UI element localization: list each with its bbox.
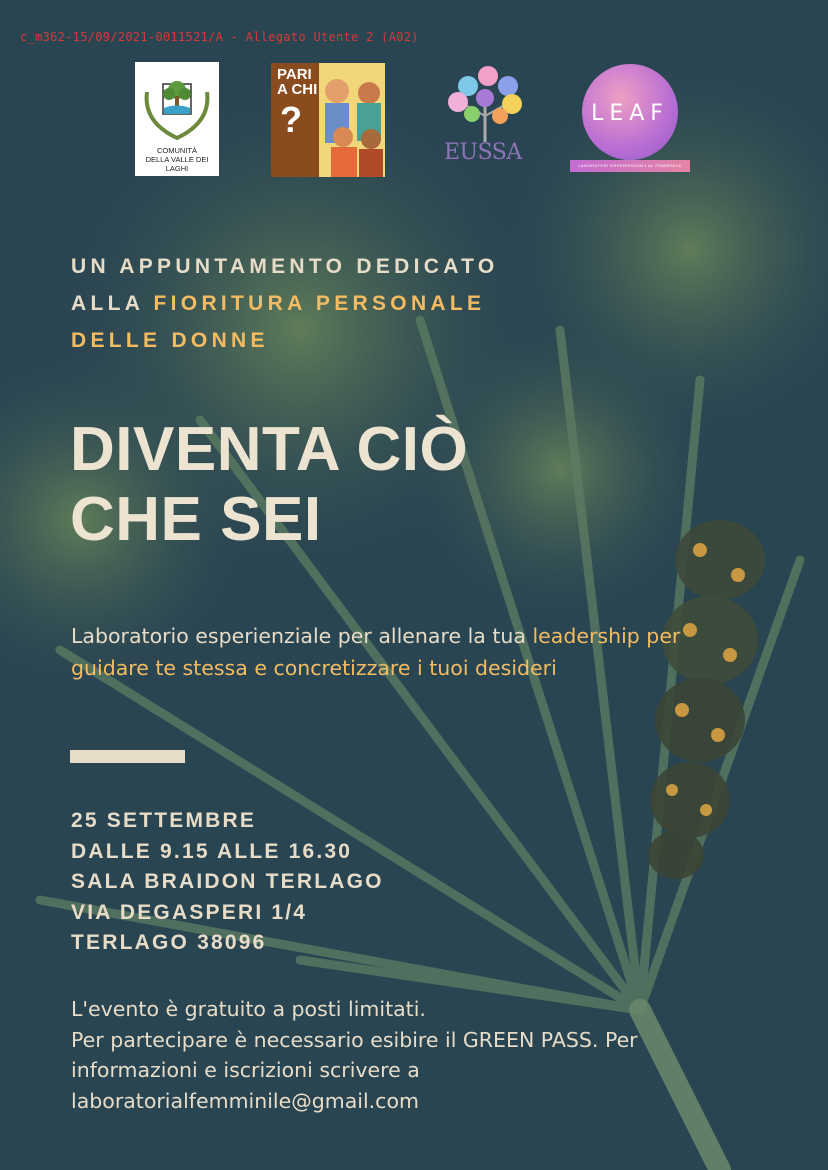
description-plain: Laboratorio esperienziale per allenare la tua — [71, 624, 526, 648]
comunita-valle-dei-laghi-logo — [135, 62, 219, 176]
main-title — [70, 415, 468, 555]
pari-logo-line1: PARI — [277, 66, 312, 83]
event-venue: SALA BRAIDON TERLAGO — [71, 870, 384, 893]
leaf-logo — [570, 64, 690, 176]
colored-tree-icon — [440, 64, 530, 144]
headline-line3-accent: DELLE DONNE — [71, 329, 269, 352]
eussa-logo-text: EUSSA — [444, 140, 522, 165]
event-date: 25 SETTEMBRE — [71, 809, 257, 832]
comunita-logo-line1: COMUNITÀ — [157, 146, 197, 155]
leaf-logo-tagline: LABORATORI ESPERIENZIALI AL FEMMINILE — [578, 163, 682, 168]
info-line1: L'evento è gratuito a posti limitati. — [71, 997, 426, 1021]
divider-bar — [70, 750, 185, 763]
event-info — [71, 994, 691, 1116]
headline-line2-accent: FIORITURA PERSONALE — [153, 292, 486, 315]
event-time: DALLE 9.15 ALLE 16.30 — [71, 839, 353, 863]
title-line1: DIVENTA CIÒ — [70, 415, 469, 484]
title-line2: CHE SEI — [70, 485, 322, 554]
headline-line1: UN APPUNTAMENTO DEDICATO — [71, 255, 499, 278]
description-accent: leadership per guidare te stessa e concretizzare i tuoi desideri — [71, 624, 681, 680]
leaf-logo-text: LEAF — [591, 101, 669, 126]
description — [71, 620, 691, 684]
comunita-logo-line2: DELLA VALLE DEI LAGHI — [145, 155, 209, 173]
question-mark: ? — [280, 99, 302, 140]
pari-logo-line2: A CHI — [277, 81, 318, 98]
headline — [71, 248, 631, 359]
protocol-stamp: c_m362-15/09/2021-0011521/A - Allegato Utente 2 (A02) — [20, 30, 419, 44]
tree-crest-icon — [135, 62, 219, 146]
event-details — [71, 806, 384, 959]
pari-a-chi-logo — [271, 63, 385, 177]
headline-line2-prefix: ALLA — [71, 292, 154, 315]
info-line2: Per partecipare è necessario esibire il GREEN PASS. Per informazioni e iscrizioni scrivere a — [71, 1027, 638, 1082]
contact-email[interactable]: laboratorialfemminile@gmail.com — [71, 1088, 419, 1113]
eussa-logo — [440, 64, 530, 174]
event-city: TERLAGO 38096 — [71, 931, 267, 954]
event-street: VIA DEGASPERI 1/4 — [71, 900, 308, 924]
